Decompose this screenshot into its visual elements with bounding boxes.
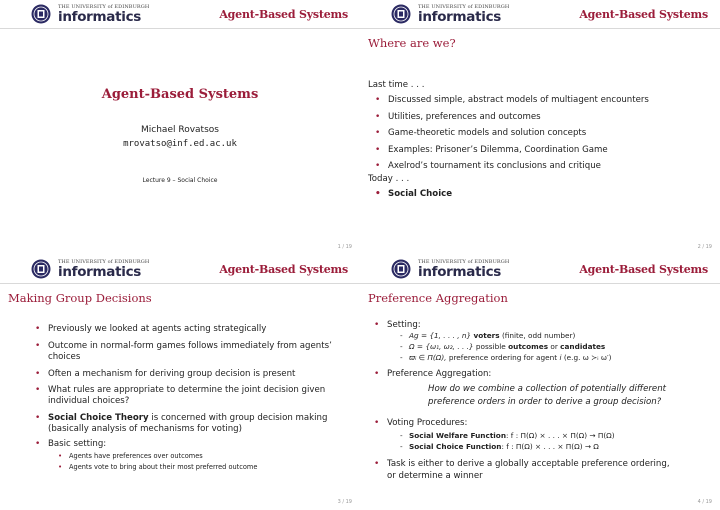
university-crest-icon	[391, 4, 411, 24]
slide-3	[0, 255, 360, 510]
setting-preferences	[409, 352, 612, 363]
term-note: or	[550, 342, 558, 351]
university-crest-icon	[31, 259, 51, 279]
list-item: • Outcome in normal-form games follows immediately from agents’	[48, 339, 332, 353]
math-expression: ϖᵢ ∈ Π(Ω),	[409, 353, 447, 362]
list-item: • Preference Aggregation:	[387, 367, 491, 381]
informatics-logo-text: informatics	[418, 264, 502, 280]
list-item: • What rules are appropriate to determine the joint decision given	[48, 383, 325, 397]
math-expression: Ω = {ω₁, ω₂, . . .}	[409, 342, 474, 351]
university-crest-icon	[31, 4, 51, 24]
list-item: • Previously we looked at agents acting strategically	[48, 322, 266, 336]
list-item-continued: individual choices?	[48, 396, 130, 406]
presentation-title: Agent-Based Systems	[101, 87, 259, 102]
list-item-continued: (basically analysis of mechanisms for voting)	[48, 424, 242, 434]
sub-list-item: • Agents have preferences over outcomes	[69, 451, 203, 461]
term: candidates	[560, 342, 606, 351]
slide-header	[360, 255, 720, 284]
author-name: Michael Rovatsos	[141, 125, 219, 135]
page-number: 2 / 19	[697, 244, 712, 250]
course-title: Agent-Based Systems	[579, 8, 708, 21]
list-item: • Basic setting:	[48, 437, 106, 451]
list-item	[48, 411, 327, 425]
course-title: Agent-Based Systems	[219, 8, 348, 21]
list-item-text: is concerned with group decision making	[148, 413, 328, 423]
setting-voters	[409, 330, 575, 341]
question-text: How do we combine a collection of potentially different	[428, 384, 667, 394]
sub-list-item: • Agents vote to bring about their most preferred outcome	[69, 462, 257, 472]
slide-header	[0, 0, 360, 29]
list-item: • Social Choice	[388, 187, 452, 201]
term-note: (finite, odd number)	[501, 331, 576, 340]
university-name: THE UNIVERSITY of EDINBURGH	[418, 259, 510, 265]
list-item: • Examples: Prisoner’s Dilemma, Coordination Game	[388, 143, 608, 157]
term-note: preference ordering for agent	[448, 353, 558, 362]
slide-header	[360, 0, 720, 29]
informatics-logo-text: informatics	[418, 9, 502, 25]
university-name: THE UNIVERSITY of EDINBURGH	[58, 4, 150, 10]
page-number: 1 / 19	[337, 244, 352, 250]
informatics-logo-text: informatics	[58, 9, 142, 25]
slide-header	[0, 255, 360, 284]
list-item: • Utilities, preferences and outcomes	[388, 110, 541, 124]
social-choice-theory-term: Social Choice Theory	[48, 413, 149, 423]
university-name: THE UNIVERSITY of EDINBURGH	[58, 259, 150, 265]
social-choice-function	[409, 441, 599, 452]
term: Social Welfare Function	[409, 431, 507, 440]
course-title: Agent-Based Systems	[219, 263, 348, 276]
page-number: 3 / 19	[337, 499, 352, 505]
list-item: • Task is either to derive a globally acceptable preference ordering,	[387, 457, 670, 471]
list-item-continued: or determine a winner	[387, 471, 483, 481]
list-item: • Voting Procedures:	[387, 416, 467, 430]
term: Social Choice Function	[409, 442, 502, 451]
list-item: • Game-theoretic models and solution concepts	[388, 126, 586, 140]
intro-text: Last time . . .	[368, 80, 425, 90]
social-welfare-function	[409, 430, 615, 441]
term: outcomes	[508, 342, 549, 351]
list-item: • Axelrod’s tournament its conclusions and critique	[388, 159, 601, 173]
math-expression: i	[559, 353, 562, 362]
frame-title: Preference Aggregation	[368, 291, 508, 305]
author-email: mrovatso@inf.ed.ac.uk	[123, 139, 237, 149]
list-item: • Discussed simple, abstract models of multiagent encounters	[388, 93, 649, 107]
term-note: possible	[475, 342, 506, 351]
list-item: • Often a mechanism for deriving group decision is present	[48, 367, 295, 381]
slide-4	[360, 255, 720, 510]
setting-outcomes	[409, 341, 605, 352]
course-title: Agent-Based Systems	[579, 263, 708, 276]
list-item: • Setting:	[387, 318, 421, 332]
slide-2	[360, 0, 720, 255]
term: voters	[473, 331, 500, 340]
slide-1	[0, 0, 360, 255]
list-item-continued: choices	[48, 352, 81, 362]
math-expression: : f : Π(Ω) × . . . × Π(Ω) → Π(Ω)	[506, 431, 615, 440]
math-expression: Ag = {1, . . . , n}	[409, 331, 472, 340]
lecture-label: Lecture 9 – Social Choice	[142, 177, 218, 184]
frame-title: Making Group Decisions	[8, 291, 152, 305]
math-expression: : f : Π(Ω) × . . . × Π(Ω) → Ω	[501, 442, 599, 451]
university-name: THE UNIVERSITY of EDINBURGH	[418, 4, 510, 10]
today-text: Today . . .	[368, 174, 410, 184]
question-text: preference orders in order to derive a group decision?	[428, 397, 662, 407]
informatics-logo-text: informatics	[58, 264, 142, 280]
page-number: 4 / 19	[697, 499, 712, 505]
university-crest-icon	[391, 259, 411, 279]
frame-title: Where are we?	[368, 36, 456, 50]
term-note: (e.g. ω ≻ᵢ ω′)	[563, 353, 612, 362]
